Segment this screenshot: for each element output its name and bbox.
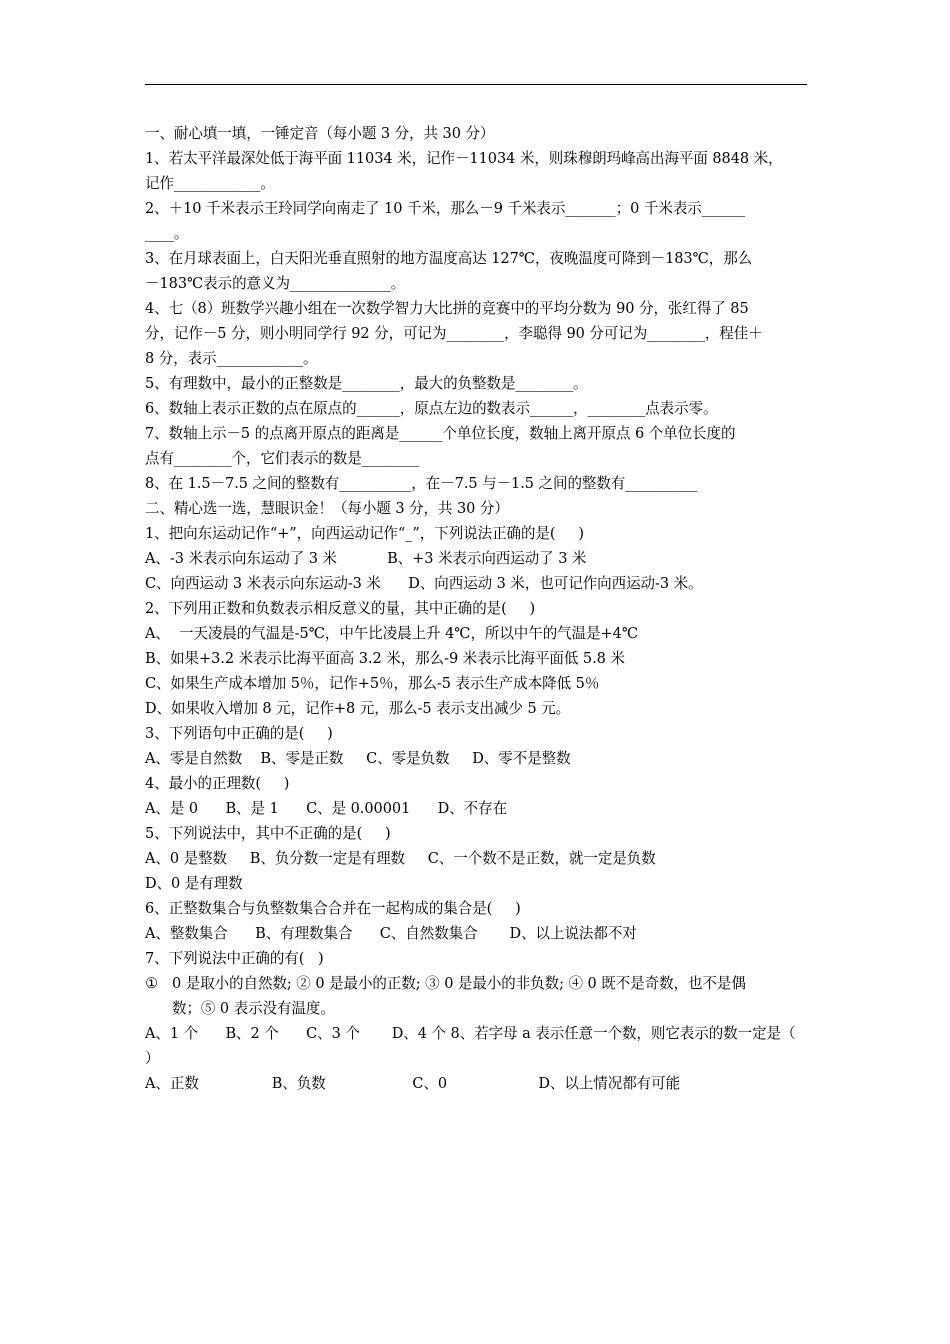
text-line: 数；⑤ 0 表示没有温度。 [172, 1000, 335, 1017]
text-line: 7、数轴上示－5 的点离开原点的距离是______个单位长度，数轴上离开原点 6 个单位长度的 [145, 425, 736, 442]
text-line: 1、把向东运动记作“+”，向西运动记作“_”，下列说法正确的是( ) [145, 525, 584, 542]
text-line: 4、最小的正理数( ) [145, 775, 290, 792]
text-line: 6、正整数集合与负整数集合合并在一起构成的集合是( ) [145, 900, 521, 917]
section-multiple-choice-cont [145, 1021, 817, 1096]
text-line: A、是 0 B、是 1 C、是 0.00001 D、不存在 [145, 800, 508, 817]
text-line: 8 分，表示____________。 [145, 350, 318, 367]
text-line: A、整数集合 B、有理数集合 C、自然数集合 D、以上说法都不对 [145, 925, 637, 942]
section-heading: 一、耐心填一填，一锤定音（每小题 3 分，共 30 分） [145, 125, 495, 142]
text-line: C、如果生产成本增加 5％，记作+5％，那么-5 表示生产成本降低 5％ [145, 675, 600, 692]
text-line: 3、下列语句中正确的是( ) [145, 725, 333, 742]
text-line: 0 是取小的自然数; ② 0 是最小的正数; ③ 0 是最小的非负数; ④ 0 既不是奇数，也不是偶 [172, 975, 746, 992]
circled-number-marker: ① [145, 975, 159, 992]
q7-statements [145, 971, 817, 1021]
text-line: 1、若太平洋最深处低于海平面 11034 米，记作－11034 米，则珠穆朗玛峰高出海平面 8848 米， [145, 150, 783, 167]
text-line: 4、七（8）班数学兴趣小组在一次数学智力大比拼的竞赛中的平均分数为 90 分，张红得了 85 [145, 300, 749, 317]
text-line: A、0 是整数 B、负分数一定是有理数 C、一个数不是正数，就一定是负数 [145, 850, 656, 867]
text-line: 分，记作－5 分，则小明同学行 92 分，可记为________，李聪得 90 分可记为________，程佳＋ [145, 325, 763, 342]
text-line: 5、下列说法中，其中不正确的是( ) [145, 825, 391, 842]
text-line: 7、下列说法中正确的有( ) [145, 950, 324, 967]
text-line: D、0 是有理数 [145, 875, 243, 892]
text-line: A、正数 B、负数 C、0 D、以上情况都有可能 [145, 1075, 681, 1092]
text-line: A、1 个 B、2 个 C、3 个 D、4 个 8、若字母 a 表示任意一个数，则它表示的数一定是（ [145, 1025, 796, 1042]
text-line: A、 一天凌晨的气温是-5℃，中午比凌晨上升 4℃，所以中午的气温是+4℃ [145, 625, 639, 642]
text-line: －183℃表示的意义为______________。 [145, 275, 406, 292]
text-line: 5、有理数中，最小的正整数是________，最大的负整数是________。 [145, 375, 588, 392]
section-multiple-choice [145, 521, 817, 971]
text-line: 点有________个，它们表示的数是________ [145, 450, 420, 467]
text-line: 2、下列用正数和负数表示相反意义的量，其中正确的是( ) [145, 600, 536, 617]
text-line: 2、＋10 千米表示王玲同学向南走了 10 千米，那么－9 千米表示_______；0 千米表示______ [145, 200, 745, 217]
section-fill-in-blank [145, 146, 817, 496]
text-line: ____。 [145, 225, 189, 242]
text-line: 记作____________。 [145, 175, 275, 192]
header-rule [145, 84, 807, 85]
text-line: C、向西运动 3 米表示向东运动-3 米 D、向西运动 3 米，也可记作向西运动-3 米。 [145, 575, 703, 592]
section-heading: 二、精心选一选，慧眼识金！（每小题 3 分，共 30 分） [145, 500, 509, 517]
text-line: 3、在月球表面上，白天阳光垂直照射的地方温度高达 127℃，夜晚温度可降到－183℃，那么 [145, 250, 753, 267]
text-line: 8、在 1.5－7.5 之间的整数有__________，在－7.5 与－1.5 之间的整数有__________ [145, 475, 698, 492]
text-line: B、如果+3.2 米表示比海平面高 3.2 米，那么-9 米表示比海平面低 5.8 米 [145, 650, 625, 667]
text-line: D、如果收入增加 8 元，记作+8 元，那么-5 表示支出减少 5 元。 [145, 700, 571, 717]
text-line: A、零是自然数 B、零是正数 C、零是负数 D、零不是整数 [145, 750, 571, 767]
text-line: 6、数轴上表示正数的点在原点的______，原点左边的数表示______，________点表示零。 [145, 400, 718, 417]
text-line: A、-3 米表示向东运动了 3 米 B、+3 米表示向西运动了 3 米 [145, 550, 587, 567]
worksheet-body [145, 121, 817, 1096]
text-line: ） [145, 1050, 160, 1067]
